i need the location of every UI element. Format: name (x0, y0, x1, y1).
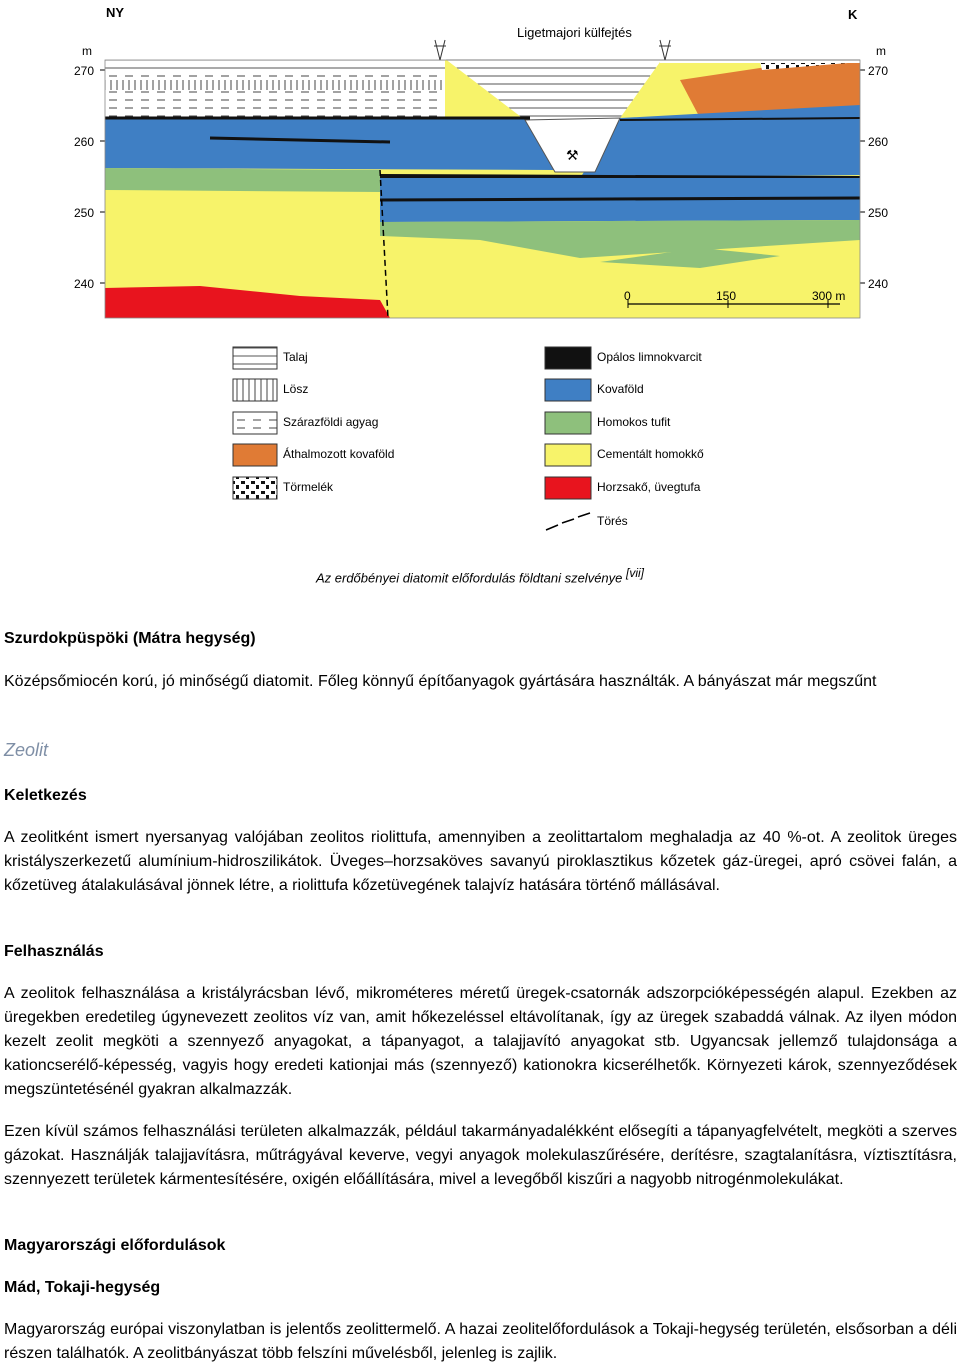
legend-swatch-tores (546, 513, 590, 530)
geological-section-figure (60, 0, 900, 540)
caption-reference-link[interactable]: [vii] (626, 566, 645, 580)
legend-swatch-talaj (233, 347, 277, 369)
felhasznalas-text-2: Ezen kívül számos felhasználási területen alkalmazzák, például takarmányadalékként elősegíti a tápanyagfelvételt, megköti a szerves gázokat. Használják talajjavításra, műtrágyával keverve, vegyi anyagok molekulaszűrésére, derítésre, szagtalanításra, víztisztításra, szennyezett területek kármentesítésére, oxigén előállítására, mivel a levegőből kiszűri a nagyobb nitrogénmolekulákat. (4, 1123, 957, 1188)
mad-tokaji-heading: Mád, Tokaji-hegység (4, 1279, 161, 1296)
legend-swatch-horzsako (545, 477, 591, 499)
legend-swatch-kovafold (545, 379, 591, 401)
compass-west: NY (106, 5, 125, 20)
svg-text:0: 0 (624, 289, 631, 303)
legend-label-tufit: Homokos tufit (597, 415, 671, 429)
compass-east: K (848, 7, 858, 22)
zeolit-title: Zeolit (4, 740, 49, 760)
legend-label-agyag: Szárazföldi agyag (283, 415, 379, 429)
legend-label-tormelek: Törmelék (283, 480, 334, 494)
legend-left (233, 347, 394, 499)
elev-left-260: 260 (74, 135, 95, 149)
felhasznalas-heading: Felhasználás (4, 943, 104, 960)
svg-text:⚒: ⚒ (566, 148, 579, 164)
szurdokpuspoki-text: Középsőmiocén korú, jó minőségű diatomit. Főleg könnyű építőanyagok gyártására használták. A bányászat már megszűnt (4, 673, 877, 690)
section-body (105, 40, 860, 318)
legend-swatch-losz (233, 379, 277, 401)
legend-swatch-agyag (233, 412, 277, 434)
legend-swatch-kovafold-athalmozott (233, 444, 277, 466)
legend-label-tores: Törés (597, 514, 628, 528)
legend-label-opal: Opálos limnokvarcit (597, 350, 702, 364)
elev-right-240: 240 (868, 277, 889, 291)
legend-label-athalmozott: Áthalmozott kovaföld (283, 447, 395, 461)
site-label: Ligetmajori külfejtés (517, 25, 632, 40)
felhasznalas-text-1: A zeolitok felhasználása a kristályrácsban lévő, mikrométeres méretű üregek-csatornák adszorpcióképességén alapul. Ezekben az üregekben eredetileg úgynevezett zeolitos víz van, amit hőkezeléssel eltávolítanak, így az üregek szabaddá válnak. Az ilyen módon kezelt zeolit megköti a szennyező anyagokat, a tápanyagot, a talajjavító anyagokat stb. Ugyancsak jellemző tulajdonsága a kationcserélő-képesség, vagyis hogy eredeti kationjai más (szennyező) kationokra kicserélhetők. Környezeti károk, szennyeződések megszüntetésénél gyakran alkalmazzák. (4, 985, 957, 1098)
legend-swatch-homokko (545, 444, 591, 466)
magyarorszagi-elofordulasok-heading: Magyarországi előfordulások (4, 1237, 226, 1254)
legend-label-kovafold: Kovaföld (597, 382, 644, 396)
legend-label-losz: Lösz (283, 382, 309, 396)
legend-right (545, 347, 704, 530)
unit-left: m (82, 44, 92, 58)
svg-text:300 m: 300 m (812, 289, 846, 303)
elev-right-270: 270 (868, 64, 889, 78)
szurdokpuspoki-heading: Szurdokpüspöki (Mátra hegység) (4, 630, 256, 647)
legend-label-homokko: Cementált homokkő (597, 447, 704, 461)
caption-text: Az erdőbényei diatomit előfordulás földtani szelvénye (315, 570, 623, 586)
unit-right: m (876, 44, 886, 58)
keletkezes-heading: Keletkezés (4, 787, 87, 804)
legend-swatch-tormelek (233, 477, 277, 499)
elev-right-260: 260 (868, 135, 889, 149)
keletkezes-text: A zeolitként ismert nyersanyag valójában zeolitos riolittufa, amennyiben a zeolittartalom meghaladja az 40 %-ot. A zeolitok üreges kristályszerkezetű alumínium-hidroszilikátok. Üveges–horzsaköves savanyú piroklasztikus kőzetek gáz-üregei, apró csövei falán, a kőzetüveg átalakulásával jönnek létre, a riolittufa kőzetüvegének talajvíz hatására történő mállásával. (4, 829, 957, 894)
figure-caption (0, 566, 960, 585)
elev-left-270: 270 (74, 64, 95, 78)
elev-left-240: 240 (74, 277, 95, 291)
legend-label-horzsako: Horzsakő, üvegtufa (597, 480, 701, 494)
svg-text:150: 150 (716, 289, 737, 303)
legend-swatch-opal (545, 347, 591, 369)
legend-swatch-tufit (545, 412, 591, 434)
elev-left-250: 250 (74, 206, 95, 220)
legend-label-talaj: Talaj (283, 350, 308, 364)
elev-right-250: 250 (868, 206, 889, 220)
mad-text: Magyarország európai viszonylatban is jelentős zeolittermelő. A hazai zeolitelőfordulások a Tokaji-hegység területén, elsősorban a déli részen találhatók. A zeolitbányászat több felszíni művelésből, jelenleg is zajlik. (4, 1321, 957, 1362)
